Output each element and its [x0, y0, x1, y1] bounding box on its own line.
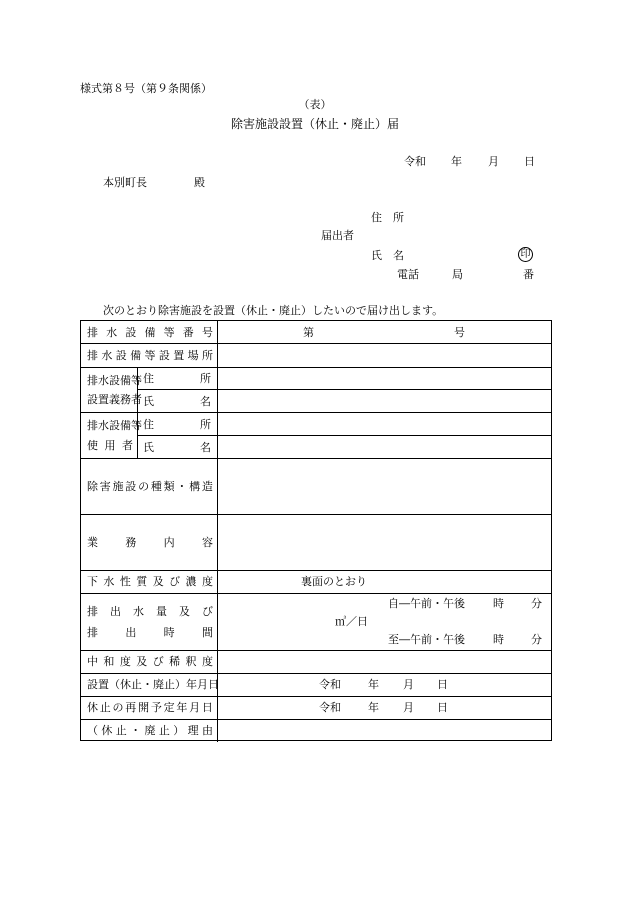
resume-date-label: 休 止 の 再 開 予 定 年 月 日 [87, 701, 213, 714]
row-drainage-number-prefix: 第 [303, 326, 314, 339]
seal-mark: 印 [518, 247, 533, 262]
notifier-role-label: 届出者 [321, 229, 354, 242]
obligor-address-label: 住 所 [143, 372, 211, 385]
form-number: 様式第８号（第９条関係） [80, 82, 212, 95]
obligor-group-line1: 排 水 設 備 等 [87, 374, 142, 387]
installation-date-era: 令和 [319, 678, 341, 691]
reason-label: （ 休 止 ・ 廃 止 ） 理 由 [87, 724, 213, 737]
phone-number: 番 [523, 268, 534, 281]
installation-date-label: 設 置 （ 休 止 ・ 廃 止 ） 年 月 日 [87, 678, 219, 691]
resume-date-day: 日 [437, 701, 448, 714]
discharge-label-line2: 排 出 時 間 [87, 626, 213, 639]
discharge-to-hour: 時 [493, 633, 504, 646]
form-side: （表） [298, 98, 332, 111]
notification-table [80, 320, 552, 741]
discharge-from: 自―午前・午後 [388, 597, 465, 610]
neutralization-label: 中 和 度 及 び 稀 釈 度 [87, 655, 213, 668]
resume-date-month: 月 [403, 701, 414, 714]
row-drainage-number-suffix: 号 [454, 326, 465, 339]
row-installation-place-label: 排 水 設 備 等 設 置 場 所 [87, 349, 213, 362]
facility-type-label: 除 害 施 設 の 種 類 ・ 構 造 [87, 480, 213, 493]
phone-exchange: 局 [452, 268, 463, 281]
installation-date-day: 日 [437, 678, 448, 691]
resume-date-era: 令和 [319, 701, 341, 714]
date-day: 日 [524, 155, 535, 168]
document-title: 除害施設設置（休止・廃止）届 [230, 117, 399, 131]
discharge-to: 至―午前・午後 [388, 633, 465, 646]
business-content-label: 業 務 内 容 [87, 536, 213, 549]
row-drainage-number-label: 排 水 設 備 等 番 号 [87, 326, 213, 339]
addressee-name: 本別町長 [103, 176, 147, 189]
obligor-name-label: 氏 名 [143, 395, 211, 408]
discharge-to-minute: 分 [531, 633, 542, 646]
phone-label: 電話 [397, 268, 419, 281]
intro-text: 次のとおり除害施設を設置（休止・廃止）したいので届け出します。 [103, 304, 444, 317]
discharge-from-hour: 時 [493, 597, 504, 610]
notifier-name-label: 氏 名 [371, 249, 404, 262]
user-group-line1: 排 水 設 備 等 [87, 419, 142, 432]
discharge-from-minute: 分 [531, 597, 542, 610]
sewage-quality-value: 裏面のとおり [301, 575, 367, 588]
installation-date-year: 年 [368, 678, 379, 691]
date-year: 年 [451, 155, 462, 168]
notifier-address-label: 住 所 [371, 211, 404, 224]
installation-date-month: 月 [403, 678, 414, 691]
user-group-line2: 使 用 者 [87, 439, 133, 452]
sewage-quality-label: 下 水 性 質 及 び 濃 度 [87, 575, 213, 588]
discharge-unit: ㎥／日 [335, 615, 368, 628]
resume-date-year: 年 [368, 701, 379, 714]
user-address-label: 住 所 [143, 418, 211, 431]
addressee-honorific: 殿 [194, 176, 205, 189]
date-era: 令和 [404, 155, 426, 168]
discharge-label-line1: 排 出 水 量 及 び [87, 605, 213, 618]
obligor-group-line2: 設 置 義 務 者 [87, 393, 142, 406]
date-month: 月 [488, 155, 499, 168]
user-name-label: 氏 名 [143, 441, 211, 454]
